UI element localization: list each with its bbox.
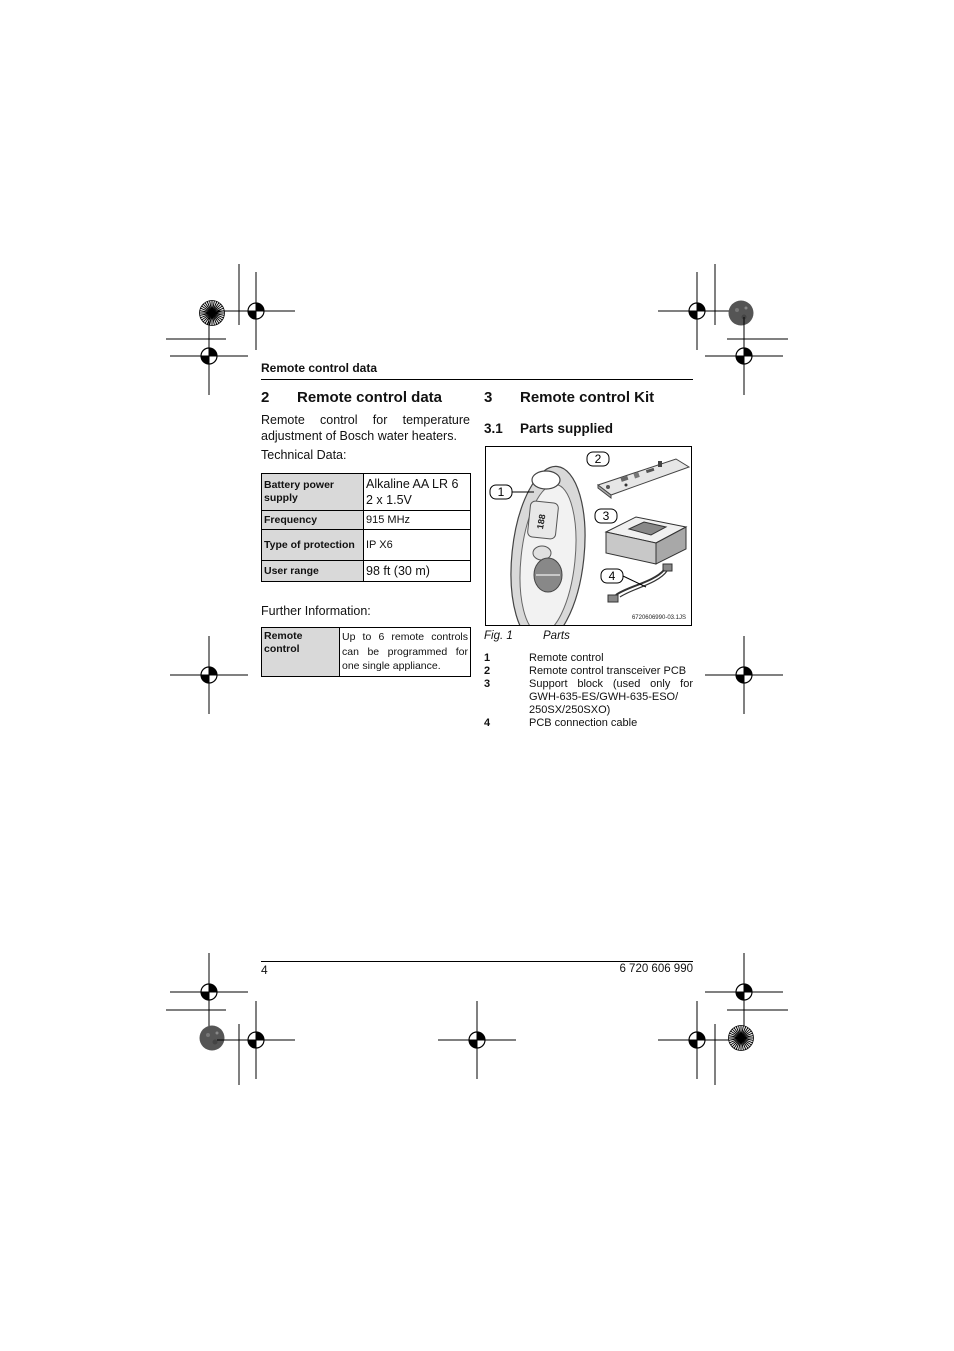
callout-2 xyxy=(587,452,609,466)
legend-number: 1 xyxy=(484,652,491,664)
header-rule xyxy=(261,379,693,380)
table-value: 98 ft (30 m) xyxy=(364,561,471,582)
legend-number: 2 xyxy=(484,665,491,677)
svg-text:4: 4 xyxy=(608,569,616,583)
legend-text: PCB connection cable xyxy=(529,717,638,729)
list-item xyxy=(484,652,693,665)
section-3-1-title: Parts supplied xyxy=(520,421,614,436)
figure-caption xyxy=(484,630,570,642)
document-code: 6 720 606 990 xyxy=(619,963,693,975)
table-value: Alkaline AA LR 6 2 x 1.5V xyxy=(364,474,471,511)
list-item xyxy=(484,678,693,717)
technical-data-label: Technical Data: xyxy=(261,448,347,462)
table-row xyxy=(262,474,471,511)
legend-number: 4 xyxy=(484,717,491,729)
table-row xyxy=(262,530,471,561)
callout-3 xyxy=(595,509,617,523)
section-3-number: 3 xyxy=(484,389,493,406)
table-row xyxy=(262,561,471,582)
parts-legend xyxy=(484,652,693,730)
table-key: Type of protection xyxy=(262,530,364,561)
section-2-number: 2 xyxy=(261,389,270,406)
further-information-table xyxy=(261,627,471,677)
parts-illustration xyxy=(486,447,691,625)
section-3-1-heading xyxy=(484,421,613,436)
section-3-1-number: 3.1 xyxy=(484,421,503,436)
section-2-heading xyxy=(261,389,442,406)
support-block-image xyxy=(606,517,686,564)
table-key: Battery power supply xyxy=(262,474,364,511)
figure-caption-label: Fig. 1 xyxy=(484,630,513,642)
section-2-intro: Remote control for temperature adjustment of Bosch water heaters. xyxy=(261,413,470,443)
figure-caption-text: Parts xyxy=(543,630,570,642)
parts-figure xyxy=(485,446,692,626)
section-2-title: Remote control data xyxy=(297,389,443,406)
table-key: Frequency xyxy=(262,511,364,530)
further-information-label: Further Information: xyxy=(261,604,371,618)
svg-text:1: 1 xyxy=(497,485,505,499)
table-key: Remote control xyxy=(262,628,340,677)
remote-control-image xyxy=(503,463,593,625)
figure-code: 6720606990-03.1JS xyxy=(631,615,686,621)
table-value: IP X6 xyxy=(364,530,471,561)
section-3-heading xyxy=(484,389,654,406)
list-item xyxy=(484,717,693,730)
table-value: Up to 6 remote controls can be programmed for one single appliance. xyxy=(340,628,471,677)
table-row xyxy=(262,511,471,530)
callout-4 xyxy=(601,569,646,587)
legend-text: Support block (used only for GWH-635-ES/GWH-635-ESO/ 250SX/250SXO) xyxy=(529,678,693,716)
legend-text: Remote control transceiver PCB xyxy=(529,665,687,677)
legend-text: Remote control xyxy=(529,652,604,664)
section-3-title: Remote control Kit xyxy=(520,389,655,406)
svg-text:2: 2 xyxy=(594,452,602,466)
remote-display-text: 188 xyxy=(535,513,548,530)
table-key: User range xyxy=(262,561,364,582)
list-item xyxy=(484,665,693,678)
table-row xyxy=(262,628,471,677)
running-header: Remote control data xyxy=(261,361,378,375)
legend-number: 3 xyxy=(484,678,491,690)
page-number: 4 xyxy=(261,963,268,977)
footer-rule xyxy=(261,961,693,962)
pcb-image xyxy=(598,459,689,498)
table-value: 915 MHz xyxy=(364,511,471,530)
technical-data-table xyxy=(261,473,471,582)
svg-text:3: 3 xyxy=(602,509,610,523)
